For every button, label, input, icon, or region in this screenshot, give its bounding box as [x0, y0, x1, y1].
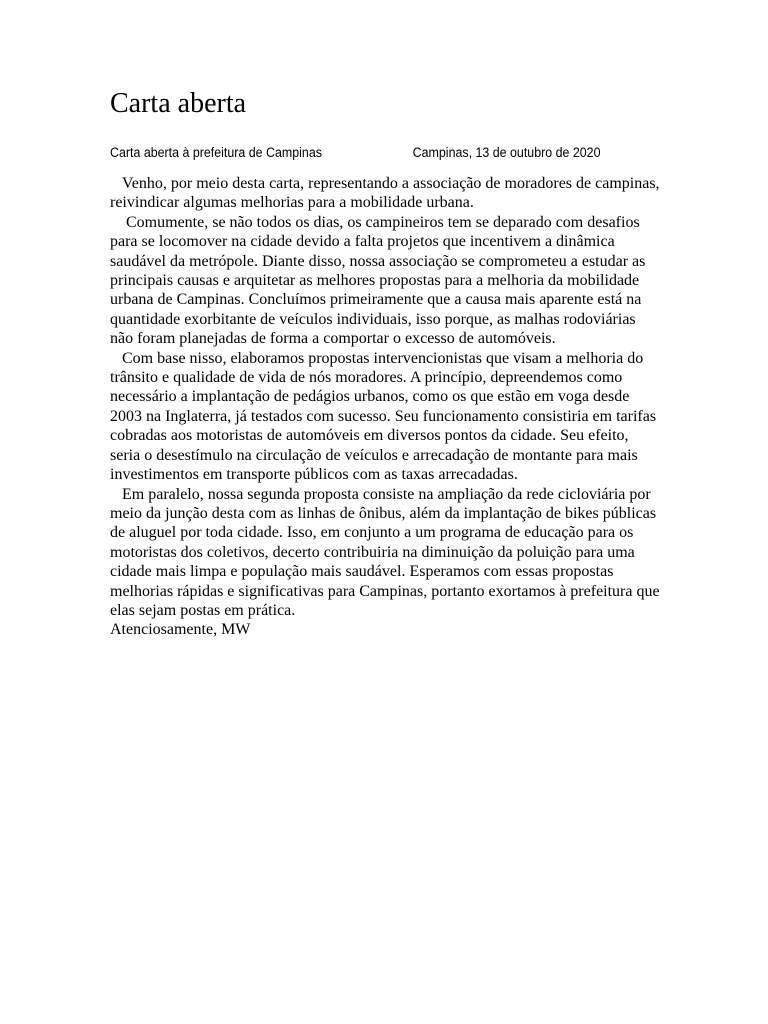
letter-body: [110, 174, 660, 640]
paragraph-problem: Comumente, se não todos os dias, os campineiros tem se deparado com desafios para se locomover na cidade devido a falta projetos que incentivem a dinâmica saudável da metrópole. Diante disso, nossa associação se comprometeu a estudar as principais causas e arquitetar as melhores propostas para a melhoria da mobilidade urbana de Campinas. Concluímos primeiramente que a causa mais aparente está na quantidade exorbitante de veículos individuais, isso porque, as malhas rodoviárias não foram planejadas de forma a comportar o excesso de automóveis.: [110, 213, 646, 348]
closing-signature: Atenciosamente, MW: [110, 621, 251, 639]
subheader-date: Campinas, 13 de outubro de 2020: [412, 145, 601, 160]
paragraph-intro: Venho, por meio desta carta, representando a associação de moradores de campinas, reivindicar algumas melhorias para a mobilidade urbana.: [110, 175, 660, 212]
document-title: Carta aberta: [110, 88, 247, 119]
subheader-recipient: Carta aberta à prefeitura de Campinas: [110, 145, 322, 160]
subheader: [110, 144, 662, 162]
paragraph-proposal-tolls: Com base nisso, elaboramos propostas intervencionistas que visam a melhoria do trânsito e qualidade de vida de nós moradores. A princípio, depreendemos como necessário a implantação de pedágios urbanos, como os que estão em voga desde 2003 na Inglaterra, já testados com sucesso. Seu funcionamento consistiria em tarifas cobradas aos motoristas de automóveis em diversos pontos da cidade. Seu efeito, seria o desestímulo na circulação de veículos e arrecadação de montante para mais investimentos em transporte públicos com as taxas arrecadadas.: [110, 349, 657, 484]
document-page: [110, 86, 660, 640]
paragraph-proposal-bikes: Em paralelo, nossa segunda proposta consiste na ampliação da rede cicloviária por meio da junção desta com as linhas de ônibus, além da implantação de bikes públicas de aluguel por toda cidade. Isso, em conjunto a um programa de educação para os motoristas dos coletivos, decerto contribuiria na diminuição da poluição para uma cidade mais limpa e população mais saudável. Esperamos com essas propostas melhorias rápidas e significativas para Campinas, portanto exortamos à prefeitura que elas sejam postas em prática.: [110, 485, 660, 619]
